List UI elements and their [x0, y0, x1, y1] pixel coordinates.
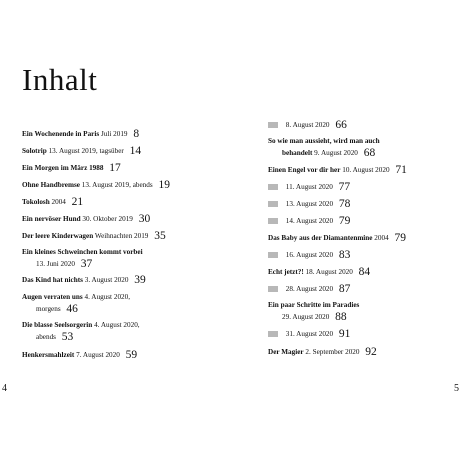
entry-date: 7. August 2020	[76, 351, 120, 359]
entry-date: 28. August 2020	[285, 285, 334, 293]
entry-page: 30	[138, 213, 151, 225]
entry-page: 68	[363, 147, 376, 159]
entry-date: Juli 2019	[100, 130, 128, 138]
toc-entry[interactable]	[22, 349, 137, 361]
entry-title: Der Magier	[268, 348, 304, 356]
entry-page: 35	[154, 230, 166, 242]
toc-entry[interactable]	[22, 320, 140, 343]
entry-page: 37	[80, 258, 93, 270]
entry-page: 79	[338, 215, 351, 227]
entry-page: 59	[125, 349, 138, 361]
entry-date: 2. September 2020	[305, 348, 360, 356]
toc-entry[interactable]	[268, 249, 350, 261]
dash-marker-icon	[268, 184, 278, 190]
entry-date: 3. August 2020	[84, 276, 129, 284]
entry-date: 10. August 2020	[342, 166, 390, 174]
toc-entry[interactable]	[268, 136, 380, 159]
entry-date-cont: abends	[36, 333, 56, 341]
toc-entry[interactable]	[268, 215, 350, 227]
entry-page: 39	[134, 274, 146, 286]
toc-entry[interactable]	[268, 232, 406, 244]
entry-title: Einen Engel vor dir her	[268, 166, 341, 174]
entry-page: 91	[338, 328, 351, 340]
entry-date: 9. August 2020	[314, 149, 358, 157]
toc-entry[interactable]	[268, 346, 377, 358]
entry-title-cont: behandelt	[282, 149, 313, 157]
entry-title: Das Kind hat nichts	[22, 276, 83, 284]
entry-page: 92	[365, 346, 377, 358]
entry-page: 17	[109, 162, 121, 174]
entry-date: 2004	[374, 234, 389, 242]
toc-entry[interactable]	[22, 213, 150, 225]
dash-marker-icon	[268, 201, 278, 207]
entry-date: 18. August 2020	[305, 268, 353, 276]
entry-title: Ein kleines Schweinchen kommt vorbei	[22, 248, 143, 256]
entry-title: Ein Morgen im März 1988	[22, 164, 104, 172]
entry-date: 29. August 2020	[282, 313, 330, 321]
entry-date: 4. August 2020,	[84, 293, 131, 301]
entry-date: 13. August 2019, abends	[81, 181, 153, 189]
page-number-left: 4	[2, 383, 7, 394]
entry-page: 71	[395, 164, 407, 176]
dash-marker-icon	[268, 331, 278, 337]
entry-date: 8. August 2020	[285, 121, 330, 129]
toc-entry[interactable]	[22, 247, 143, 270]
entry-title: So wie man aussieht, wird man auch	[268, 137, 380, 145]
entry-title: Henkersmahlzeit	[22, 351, 75, 359]
entry-date: 13. August 2019, tagsüber	[48, 147, 124, 155]
entry-page: 83	[338, 249, 351, 261]
page-number-right: 5	[454, 383, 459, 394]
toc-entry[interactable]	[22, 162, 121, 174]
entry-title: Das Baby aus der Diamantenmine	[268, 234, 373, 242]
entry-page: 66	[335, 119, 347, 131]
dash-marker-icon	[268, 122, 278, 128]
entry-title: Tokolosh	[22, 198, 50, 206]
dash-marker-icon	[268, 286, 278, 292]
entry-title: Die blasse Seelsorgerin	[22, 321, 93, 329]
toc-entry[interactable]	[268, 300, 359, 323]
entry-date-cont: morgens	[36, 305, 61, 313]
toc-entry[interactable]	[22, 128, 139, 140]
toc-entry[interactable]	[268, 198, 350, 210]
entry-date: 2004	[51, 198, 66, 206]
entry-date: 13. August 2020	[285, 200, 334, 208]
entry-page: 53	[61, 331, 74, 343]
entry-title: Solotrip	[22, 147, 47, 155]
toc-entry[interactable]	[22, 274, 146, 286]
dash-marker-icon	[268, 218, 278, 224]
entry-title: Ein nervöser Hund	[22, 215, 81, 223]
toc-entry[interactable]	[268, 283, 350, 295]
dash-marker-icon	[268, 252, 278, 258]
entry-date: 31. August 2020	[285, 330, 334, 338]
entry-page: 77	[338, 181, 351, 193]
entry-date: 4. August 2020,	[94, 321, 140, 329]
entry-page: 14	[129, 145, 142, 157]
entry-page: 19	[158, 179, 170, 191]
toc-entry[interactable]	[22, 145, 141, 157]
entry-page: 87	[338, 283, 351, 295]
entry-date: 11. August 2020	[285, 183, 333, 191]
entry-date: 13. Juni 2020	[36, 260, 75, 268]
toc-entry[interactable]	[22, 179, 170, 191]
entry-page: 8	[133, 128, 140, 140]
toc-entry[interactable]	[22, 292, 130, 315]
entry-title: Der leere Kinderwagen	[22, 232, 94, 240]
entry-page: 84	[358, 266, 371, 278]
entry-title: Ohne Handbremse	[22, 181, 80, 189]
entry-title: Augen verraten uns	[22, 293, 83, 301]
toc-entry[interactable]	[22, 196, 83, 208]
toc-entry[interactable]	[268, 164, 407, 176]
entry-page: 78	[338, 198, 351, 210]
entry-page: 79	[394, 232, 406, 244]
entry-title: Ein paar Schritte im Paradies	[268, 301, 360, 309]
toc-entry[interactable]	[22, 230, 166, 242]
entry-page: 46	[66, 303, 78, 315]
toc-entry[interactable]	[268, 266, 370, 278]
toc-entry[interactable]	[268, 119, 347, 131]
entry-date: 14. August 2020	[285, 217, 334, 225]
toc-entry[interactable]	[268, 181, 350, 193]
entry-date: Weihnachten 2019	[94, 232, 149, 240]
entry-title: Echt jetzt?!	[268, 268, 304, 276]
entry-date: 30. Oktober 2019	[82, 215, 133, 223]
entry-page: 21	[71, 196, 84, 208]
entry-title: Ein Wochenende in Paris	[22, 130, 100, 138]
toc-entry[interactable]	[268, 328, 350, 340]
entry-page: 88	[335, 311, 347, 323]
page-title: Inhalt	[22, 62, 98, 97]
entry-date: 16. August 2020	[285, 251, 334, 259]
